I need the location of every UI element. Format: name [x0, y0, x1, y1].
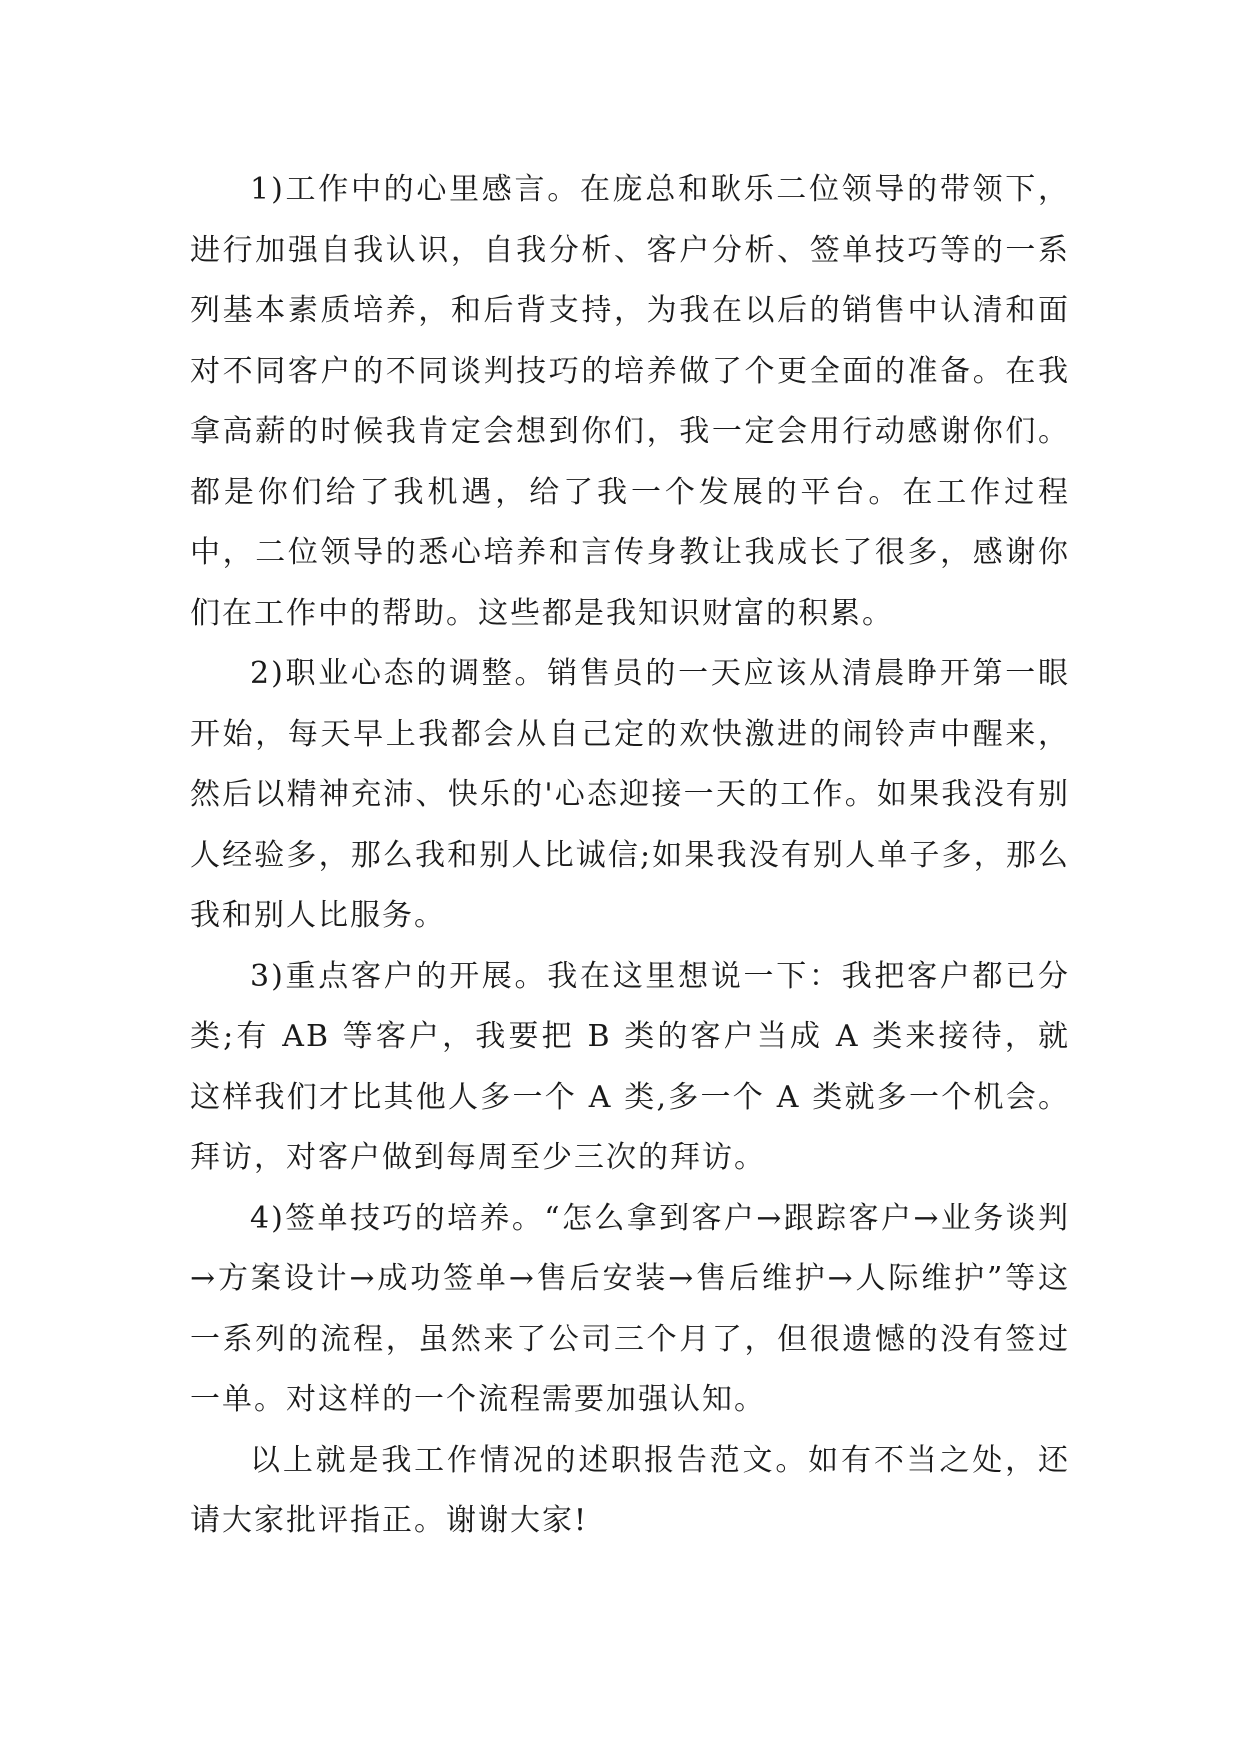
paragraph-closing: 以上就是我工作情况的述职报告范文。如有不当之处，还请大家批评指正。谢谢大家! — [190, 1442, 1070, 1538]
paragraph-signing-skills: 4)签单技巧的培养。“怎么拿到客户→跟踪客户→业务谈判→方案设计→成功签单→售后安装→售后维护→人际维护”等这一系列的流程，虽然来了公司三个月了，但很遗憾的没有签过一单。对这样的一个流程需要加强认知。 — [190, 1200, 1070, 1417]
paragraph-work-feelings: 1)工作中的心里感言。在庞总和耿乐二位领导的带领下，进行加强自我认识，自我分析、客户分析、签单技巧等的一系列基本素质培养，和后背支持，为我在以后的销售中认清和面对不同客户的不同谈判技巧的培养做了个更全面的准备。在我拿高薪的时候我肯定会想到你们，我一定会用行动感谢你们。都是你们给了我机遇，给了我一个发展的平台。在工作过程中，二位领导的悉心培养和言传身教让我成长了很多，感谢你们在工作中的帮助。这些都是我知识财富的积累。 — [190, 172, 1070, 631]
paragraph-key-customers: 3)重点客户的开展。我在这里想说一下：我把客户都已分类;有 AB 等客户，我要把 B 类的客户当成 A 类来接待，就这样我们才比其他人多一个 A 类,多一个 A 类就多一个机会。拜访，对客户做到每周至少三次的拜访。 — [190, 958, 1070, 1175]
document-body — [190, 160, 1070, 1552]
paragraph-mindset-adjustment: 2)职业心态的调整。销售员的一天应该从清晨睁开第一眼开始，每天早上我都会从自己定的欢快激进的闹铃声中醒来，然后以精神充沛、快乐的'心态迎接一天的工作。如果我没有别人经验多，那么我和别人比诚信;如果我没有别人单子多，那么我和别人比服务。 — [190, 656, 1070, 933]
